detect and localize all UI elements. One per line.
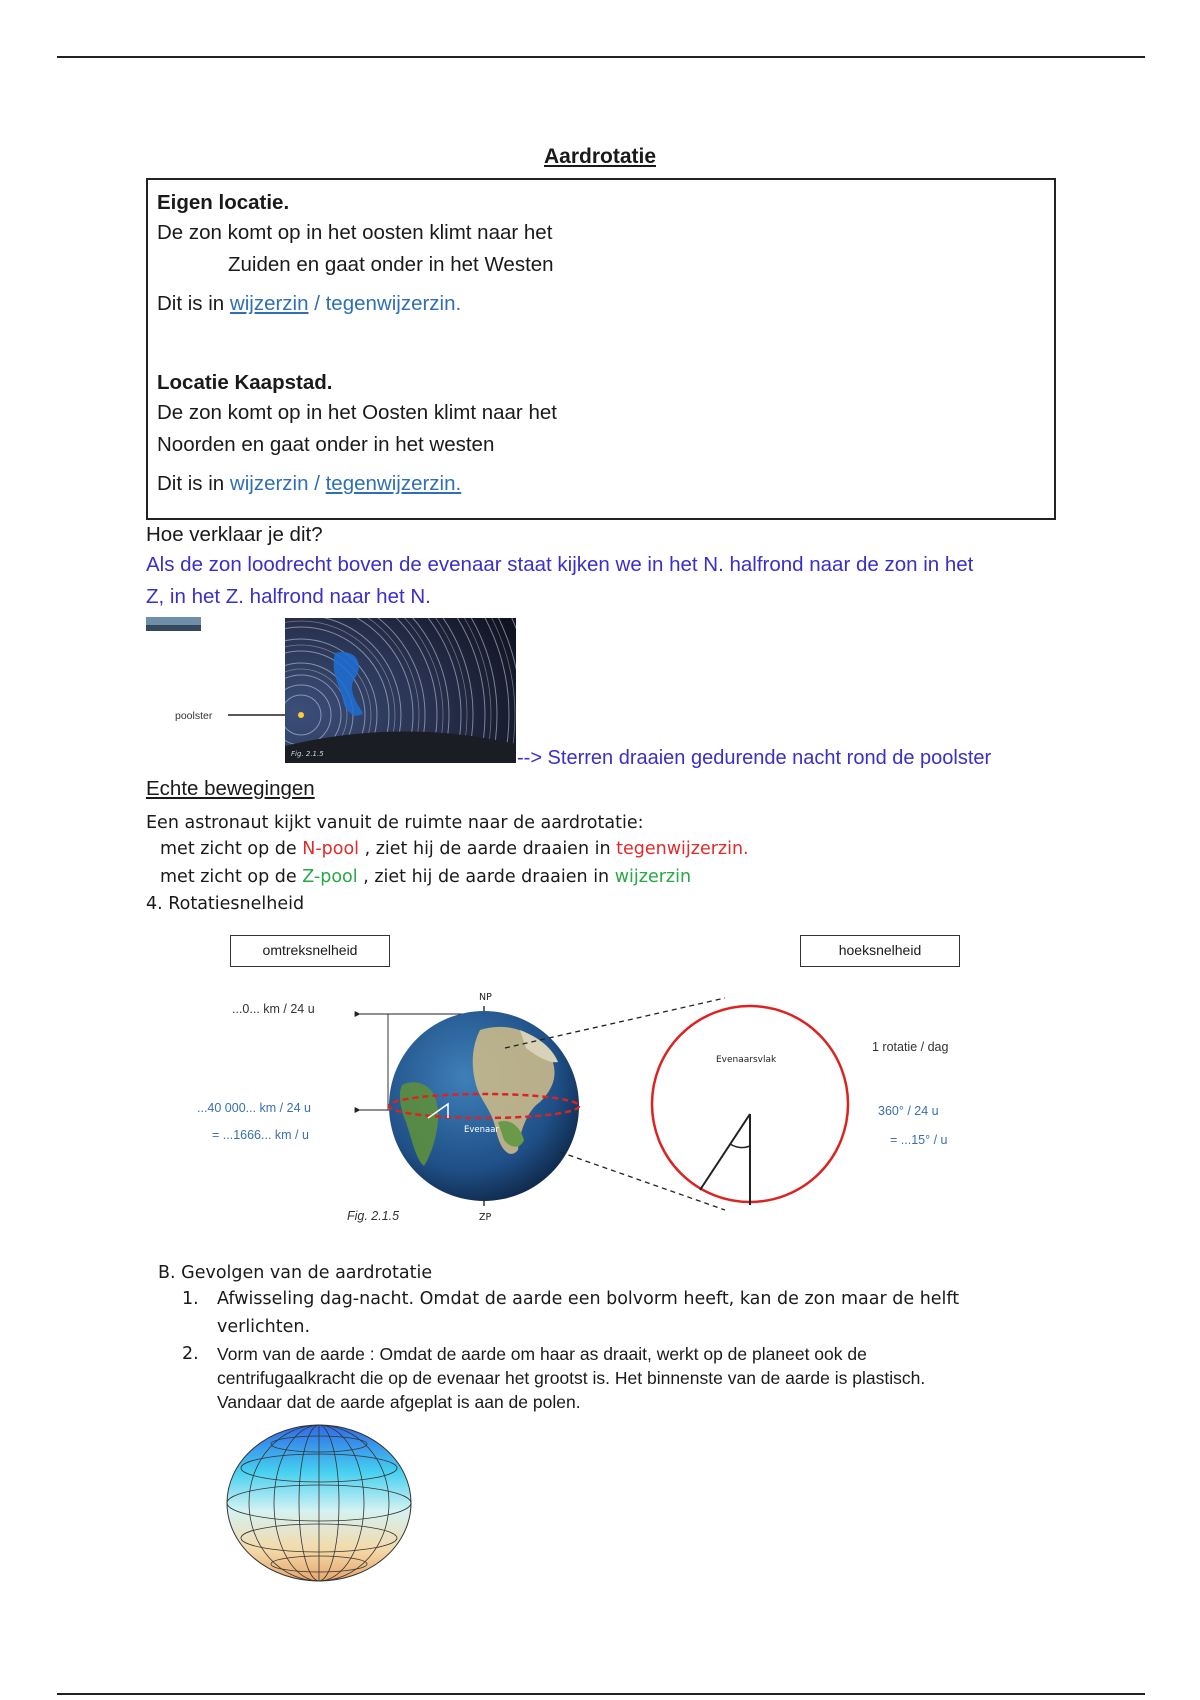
skyline-thumbnail: [146, 617, 201, 631]
poolster-pointer-line: [228, 710, 288, 720]
gevolgen-item1-line1: Afwisseling dag-nacht. Omdat de aarde een bolvorm heeft, kan de zon maar de helft: [217, 1289, 960, 1309]
z-pool: Z-pool: [302, 867, 358, 887]
gevolgen-item2-line1: Vorm van de aarde : Omdat de aarde om haar as draait, werkt op de planeet ook de: [217, 1344, 867, 1364]
star-fig-label: Fig. 2.1.5: [291, 750, 324, 758]
z-dir: wijzerzin: [614, 867, 692, 887]
explain-question: Hoe verklaar je dit?: [146, 523, 323, 546]
n-end: .: [743, 839, 749, 859]
eigen-sep: /: [308, 292, 326, 315]
kaapstad-sep: /: [308, 472, 326, 495]
star-caption: --> Sterren draaien gedurende nacht rond de poolster: [517, 747, 992, 769]
evenaar-label: Evenaar: [464, 1125, 499, 1135]
top-speed: ...0... km / 24 u: [232, 1002, 315, 1016]
n-dir: tegenwijzerzin: [616, 839, 744, 859]
bottom-rule: [57, 1693, 1145, 1695]
oblate-spheroid-image: [222, 1422, 416, 1584]
kaapstad-dit-prefix: Dit is in: [157, 472, 230, 495]
top-rule: [57, 56, 1145, 58]
gevolgen-item2-line2: centrifugaalkracht die op de evenaar het grootst is. Het binnenste van de aarde is plastisch.: [217, 1368, 926, 1388]
z-mid: , ziet hij de aarde draaien in: [357, 867, 615, 887]
eigen-opt-tegenwijzerzin: tegenwijzerzin: [325, 292, 456, 315]
deg-per-day: 360° / 24 u: [878, 1104, 939, 1118]
kaapstad-line1: De zon komt op in het Oosten klimt naar het: [157, 401, 557, 424]
rotation-fig-label: Fig. 2.1.5: [347, 1209, 400, 1223]
page-title: Aardrotatie: [543, 145, 657, 168]
evenaarsvlak-label: Evenaarsvlak: [716, 1055, 777, 1065]
echte-heading: Echte bewegingen: [146, 777, 315, 800]
eigen-direction: [157, 292, 461, 316]
equator-speed-per-hour: = ...1666... km / u: [212, 1128, 309, 1142]
poolster-label: poolster: [175, 710, 213, 722]
eigen-opt-wijzerzin: wijzerzin: [229, 292, 309, 315]
eigen-dit-prefix: Dit is in: [157, 292, 230, 315]
echte-npool-line: [160, 838, 749, 860]
rotatie-dag: 1 rotatie / dag: [872, 1040, 949, 1054]
explain-answer-line1: Als de zon loodrecht boven de evenaar staat kijken we in het N. halfrond naar de zon in het: [146, 553, 974, 576]
equator-speed: ...40 000... km / 24 u: [197, 1101, 311, 1115]
kaapstad-opt-tegenwijzerzin: tegenwijzerzin: [325, 472, 456, 495]
eigen-heading: Eigen locatie.: [157, 191, 290, 214]
kaapstad-line2: Noorden en gaat onder in het westen: [157, 433, 495, 456]
eigen-end: .: [455, 292, 462, 315]
n-pre: met zicht op de: [160, 839, 303, 859]
explain-answer-line2: Z, in het Z. halfrond naar het N.: [146, 585, 431, 608]
rotatie-heading: 4. Rotatiesnelheid: [146, 894, 305, 914]
gevolgen-heading: B. Gevolgen van de aardrotatie: [158, 1263, 433, 1283]
kaapstad-heading: Locatie Kaapstad.: [157, 371, 333, 394]
kaapstad-direction: [157, 472, 461, 496]
deg-per-hour: = ...15° / u: [890, 1133, 948, 1147]
gevolgen-item2-num: 2.: [182, 1344, 199, 1364]
gevolgen-item1-num: 1.: [182, 1289, 199, 1309]
omtreksnelheid-box: omtreksnelheid: [230, 935, 390, 967]
kaapstad-opt-wijzerzin: wijzerzin: [229, 472, 309, 495]
z-pre: met zicht op de: [160, 867, 303, 887]
zp-label: ZP: [479, 1212, 492, 1223]
gevolgen-item1-line2: verlichten.: [217, 1317, 311, 1337]
kaapstad-end: .: [455, 472, 462, 495]
hoeksnelheid-box: hoeksnelheid: [800, 935, 960, 967]
np-label: NP: [479, 992, 492, 1003]
eigen-line1: De zon komt op in het oosten klimt naar het: [157, 221, 553, 244]
gevolgen-item2-line3: Vandaar dat de aarde afgeplat is aan de polen.: [217, 1392, 581, 1412]
n-mid: , ziet hij de aarde draaien in: [359, 839, 617, 859]
n-pool: N-pool: [302, 839, 360, 859]
echte-zpool-line: [160, 866, 691, 888]
star-trails-photo: [285, 618, 516, 763]
echte-intro: Een astronaut kijkt vanuit de ruimte naar de aardrotatie:: [146, 813, 644, 833]
eigen-line2: Zuiden en gaat onder in het Westen: [228, 253, 554, 276]
